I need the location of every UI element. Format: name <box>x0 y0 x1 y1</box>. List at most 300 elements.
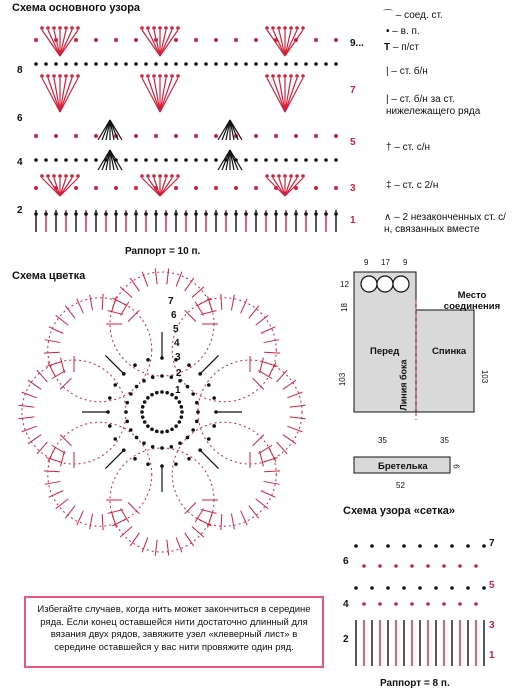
petal-stitch <box>45 481 61 484</box>
spoke-stitch <box>200 450 218 468</box>
chain-dot <box>160 390 164 394</box>
chain-dot <box>160 446 164 450</box>
legend-text-0: – соед. ст. <box>395 10 443 21</box>
chain-dot <box>170 428 174 432</box>
chain-dot <box>141 415 145 419</box>
chain-dot <box>234 62 238 66</box>
chain-dot <box>94 186 98 190</box>
petal-stitch <box>221 514 222 530</box>
chain-dot <box>214 134 218 138</box>
fan-stitch <box>148 30 160 56</box>
chain-dot <box>283 74 287 78</box>
chain-dot <box>129 428 133 432</box>
chain-dot <box>410 564 414 568</box>
chain-dot <box>141 405 145 409</box>
petal-stitch <box>241 511 248 526</box>
main-row-num-4: 4 <box>17 157 23 168</box>
pattern-height-right: 103 <box>480 369 490 384</box>
chain-dot <box>418 586 422 590</box>
chain-dot <box>289 26 293 30</box>
legend-text-1: – в. п. <box>392 26 420 37</box>
chain-dot <box>114 62 118 66</box>
fan-stitch <box>160 178 172 196</box>
petal-stitch <box>45 340 61 343</box>
chain-dot <box>277 74 281 78</box>
chain-dot <box>104 212 108 216</box>
chain-dot <box>314 212 318 216</box>
chain-dot <box>264 212 268 216</box>
petal-outline <box>110 272 214 376</box>
petal-stitch <box>264 481 280 484</box>
legend-symbol-4: | <box>386 94 389 105</box>
chain-dot <box>164 158 168 162</box>
chain-dot <box>474 564 478 568</box>
legend-item-3 <box>386 66 428 78</box>
chain-dot <box>265 174 269 178</box>
petal-stitch <box>277 370 288 382</box>
petal-stitch <box>264 352 280 353</box>
chain-dot <box>140 410 144 414</box>
strap-width: 52 <box>396 481 405 490</box>
petal-stitch <box>120 527 132 538</box>
main-row-num-7: 7 <box>350 85 356 96</box>
chain-dot <box>54 212 58 216</box>
chain-dot <box>394 564 398 568</box>
chain-dot <box>426 602 430 606</box>
chain-dot <box>176 74 180 78</box>
pattern-dim-left-2: 18 <box>339 303 349 312</box>
chain-dot <box>158 74 162 78</box>
chain-dot <box>244 212 248 216</box>
chain-dot <box>274 134 278 138</box>
flower-motif <box>377 276 393 292</box>
petal-stitch <box>108 311 124 315</box>
chain-dot <box>46 74 50 78</box>
chain-dot <box>52 74 56 78</box>
chain-dot <box>143 400 147 404</box>
chain-dot <box>196 410 200 414</box>
petal-stitch <box>18 405 34 407</box>
chain-dot <box>134 38 138 42</box>
chain-dot <box>54 158 58 162</box>
petal-stitch <box>167 268 169 284</box>
legend-text-2: – п/ст <box>392 42 420 53</box>
chain-dot <box>274 62 278 66</box>
chain-dot <box>164 212 168 216</box>
petal-stitch <box>108 510 124 514</box>
petal-stitch <box>241 299 248 314</box>
chain-dot <box>174 38 178 42</box>
chain-dot <box>64 26 68 30</box>
petal-stitch <box>261 491 276 498</box>
chain-dot <box>362 602 366 606</box>
chain-dot <box>334 186 338 190</box>
chain-dot <box>324 212 328 216</box>
chain-dot <box>204 158 208 162</box>
chain-dot <box>271 174 275 178</box>
back-panel <box>416 310 474 412</box>
chain-dot <box>295 174 299 178</box>
pattern-dim-top-1: 9 <box>364 258 369 267</box>
chain-dot <box>76 74 80 78</box>
main-row-num-9: 9... <box>350 38 364 49</box>
legend-symbol-5: † <box>386 142 392 153</box>
chain-dot <box>178 441 182 445</box>
legend-symbol-7: ∧ <box>384 212 392 223</box>
petal-outline <box>22 360 126 464</box>
chain-dot <box>194 158 198 162</box>
legend-item-0 <box>383 10 443 22</box>
chain-dot <box>254 158 258 162</box>
legend-symbol-0: ⌒ <box>383 10 393 21</box>
chain-dot <box>334 134 338 138</box>
chain-dot <box>224 212 228 216</box>
chain-dot <box>194 186 198 190</box>
chain-dot <box>354 544 358 548</box>
chain-dot <box>76 26 80 30</box>
chain-dot <box>140 174 144 178</box>
petal-stitch <box>201 510 217 514</box>
chain-dot <box>370 586 374 590</box>
fan-stitch <box>285 30 297 56</box>
chain-dot <box>134 212 138 216</box>
petal-stitch <box>77 511 84 526</box>
chain-dot <box>64 74 68 78</box>
petal-stitch <box>22 426 37 432</box>
chain-dot <box>214 212 218 216</box>
fan-stitch <box>148 178 160 196</box>
petal-stitch <box>128 310 139 321</box>
chain-dot <box>58 174 62 178</box>
join-place-label: Место соединения <box>443 290 501 312</box>
chain-dot <box>295 74 299 78</box>
chain-dot <box>265 26 269 30</box>
flower-row-num-1: 1 <box>175 385 181 396</box>
chain-dot <box>174 424 178 428</box>
chain-dot <box>151 375 155 379</box>
chain-dot <box>234 212 238 216</box>
chain-dot <box>84 62 88 66</box>
flower-row-num-5: 5 <box>173 324 179 335</box>
pattern-dim-left-1: 12 <box>340 280 349 289</box>
mesh-row-num-1: 1 <box>489 650 495 661</box>
chain-dot <box>74 38 78 42</box>
chain-dot <box>314 158 318 162</box>
chain-dot <box>174 134 178 138</box>
legend-symbol-3: | <box>386 66 389 77</box>
petal-stitch <box>102 294 103 310</box>
chain-dot <box>54 62 58 66</box>
chain-dot <box>180 415 184 419</box>
side-line-label: Линия бока <box>398 359 409 411</box>
chain-dot <box>114 186 118 190</box>
chain-dot <box>386 544 390 548</box>
chain-dot <box>70 26 74 30</box>
chain-dot <box>94 38 98 42</box>
chain-dot <box>176 174 180 178</box>
chain-dot <box>146 26 150 30</box>
petal-stitch <box>120 287 132 298</box>
mesh-row-num-6: 6 <box>343 556 349 567</box>
petal-stitch <box>261 327 276 334</box>
legend-symbol-2: T <box>384 42 391 53</box>
chain-dot <box>277 26 281 30</box>
chain-dot <box>34 158 38 162</box>
legend-item-4 <box>386 94 516 118</box>
chain-dot <box>170 174 174 178</box>
chain-dot <box>283 26 287 30</box>
petal-stitch <box>61 451 65 467</box>
petal-stitch <box>277 442 288 454</box>
chain-dot <box>114 38 118 42</box>
petal-outline <box>198 360 302 464</box>
chain-dot <box>434 544 438 548</box>
chain-dot <box>207 437 211 441</box>
chain-dot <box>150 393 154 397</box>
fan-stitch <box>160 78 172 112</box>
chain-dot <box>212 396 216 400</box>
chain-dot <box>164 62 168 66</box>
petal-stitch <box>65 306 75 319</box>
petal-stitch <box>253 435 264 446</box>
chain-dot <box>174 186 178 190</box>
chain-dot <box>301 74 305 78</box>
petal-stitch <box>192 287 204 298</box>
fan-stitch <box>273 30 285 56</box>
petal-stitch <box>44 352 60 353</box>
chain-dot <box>40 174 44 178</box>
chain-dot <box>164 26 168 30</box>
chain-dot <box>174 212 178 216</box>
chain-dot <box>152 74 156 78</box>
fan-stitch <box>48 178 60 196</box>
chain-dot <box>158 26 162 30</box>
chain-dot <box>134 158 138 162</box>
petal-stitch <box>253 378 264 389</box>
chain-dot <box>52 174 56 178</box>
chain-dot <box>164 174 168 178</box>
chain-dot <box>314 134 318 138</box>
petal-stitch <box>128 503 139 514</box>
chain-dot <box>146 174 150 178</box>
mesh-scheme-title: Схема узора «сетка» <box>343 505 456 517</box>
petal-stitch <box>28 435 41 444</box>
chain-dot <box>184 158 188 162</box>
chain-dot <box>334 212 338 216</box>
chain-dot <box>194 134 198 138</box>
petal-stitch <box>201 311 217 315</box>
chain-dot <box>108 424 112 428</box>
chain-dot <box>165 430 169 434</box>
chain-dot <box>324 62 328 66</box>
chain-dot <box>394 602 398 606</box>
petal-stitch <box>44 471 60 472</box>
chain-dot <box>74 62 78 66</box>
chain-dot <box>165 391 169 395</box>
chain-dot <box>134 186 138 190</box>
petal-stitch <box>61 358 65 374</box>
petal-stitch <box>256 315 269 325</box>
chain-dot <box>289 74 293 78</box>
petal-stitch <box>56 315 69 325</box>
legend-item-7 <box>384 212 514 236</box>
chain-dot <box>180 410 184 414</box>
chain-dot <box>450 544 454 548</box>
petal-stitch <box>60 378 71 389</box>
fan-stitch <box>160 30 172 56</box>
mesh-row-num-3: 3 <box>489 620 495 631</box>
chain-dot <box>284 158 288 162</box>
chain-dot <box>34 38 38 42</box>
chain-dot <box>113 437 117 441</box>
chain-dot <box>94 212 98 216</box>
petal-stitch <box>90 514 93 530</box>
chain-dot <box>334 38 338 42</box>
chain-dot <box>324 158 328 162</box>
main-row-num-5: 5 <box>350 137 356 148</box>
chain-dot <box>212 424 216 428</box>
petal-stitch <box>37 370 48 382</box>
chain-dot <box>146 424 150 428</box>
tip-text: Избегайте случаев, когда нить может закончиться в середине ряда. Если конец оставшейся нити достаточно длинный для вязания двух рядов, завяжите узел «клеверный лист» в середине оставшейся у вас нити провяжите один ряд. <box>37 604 311 653</box>
chain-dot <box>104 62 108 66</box>
petal-stitch <box>176 272 182 287</box>
chain-dot <box>378 602 382 606</box>
back-label: Спинка <box>432 346 467 357</box>
chain-dot <box>46 26 50 30</box>
chain-dot <box>144 62 148 66</box>
chain-dot <box>94 134 98 138</box>
petal-stitch <box>155 540 157 556</box>
legend-item-5 <box>386 142 430 154</box>
chain-dot <box>174 462 178 466</box>
chain-dot <box>54 134 58 138</box>
chain-dot <box>314 186 318 190</box>
petal-stitch <box>221 294 222 310</box>
chain-dot <box>146 396 150 400</box>
chain-dot <box>186 385 190 389</box>
chain-dot <box>64 158 68 162</box>
legend-symbol-6: ‡ <box>386 180 392 191</box>
chain-dot <box>158 174 162 178</box>
chain-dot <box>178 400 182 404</box>
chain-dot <box>271 74 275 78</box>
chain-dot <box>354 586 358 590</box>
legend-text-3: – ст. б/н <box>391 66 428 77</box>
chain-dot <box>70 174 74 178</box>
chain-dot <box>254 38 258 42</box>
main-row-num-2: 2 <box>17 205 23 216</box>
petal-stitch <box>18 417 34 419</box>
chain-dot <box>40 74 44 78</box>
chain-dot <box>294 158 298 162</box>
chain-dot <box>178 379 182 383</box>
chain-dot <box>133 363 137 367</box>
chain-dot <box>334 158 338 162</box>
pattern-bottom-right: 35 <box>440 436 449 445</box>
chain-dot <box>134 134 138 138</box>
chain-dot <box>140 26 144 30</box>
chain-dot <box>170 445 174 449</box>
chain-dot <box>214 38 218 42</box>
chain-dot <box>204 62 208 66</box>
chain-dot <box>40 26 44 30</box>
chain-dot <box>74 134 78 138</box>
fan-stitch <box>60 78 72 112</box>
legend-text-6: – ст. с 2/н <box>394 180 439 191</box>
chain-dot <box>386 586 390 590</box>
mesh-row-num-2: 2 <box>343 634 349 645</box>
main-scheme-title: Схема основного узора <box>12 2 141 14</box>
chain-dot <box>144 158 148 162</box>
chain-dot <box>64 212 68 216</box>
chain-dot <box>174 158 178 162</box>
chain-dot <box>254 62 258 66</box>
chain-dot <box>184 62 188 66</box>
chain-dot <box>194 62 198 66</box>
chain-dot <box>294 212 298 216</box>
chain-dot <box>289 174 293 178</box>
chain-dot <box>124 212 128 216</box>
fan-stitch <box>285 78 297 112</box>
chain-dot <box>154 158 158 162</box>
chain-dot <box>294 62 298 66</box>
petal-stitch <box>290 405 306 407</box>
chain-dot <box>301 174 305 178</box>
chain-dot <box>254 212 258 216</box>
chain-dot <box>113 383 117 387</box>
chain-dot <box>58 74 62 78</box>
chain-dot <box>74 186 78 190</box>
chain-dot <box>474 602 478 606</box>
spoke-stitch <box>105 450 123 468</box>
main-row-num-3: 3 <box>350 183 356 194</box>
flower-motif <box>393 276 409 292</box>
chain-dot <box>146 74 150 78</box>
chain-dot <box>94 158 98 162</box>
spoke-stitch <box>200 355 218 373</box>
pattern-bottom-left: 35 <box>378 436 387 445</box>
chain-dot <box>378 564 382 568</box>
mesh-row-num-4: 4 <box>343 599 349 610</box>
chain-dot <box>187 457 191 461</box>
chain-dot <box>195 401 199 405</box>
chain-dot <box>154 212 158 216</box>
chain-dot <box>74 212 78 216</box>
chain-dot <box>170 26 174 30</box>
chain-dot <box>114 212 118 216</box>
fan-stitch <box>60 30 72 56</box>
chain-dot <box>52 26 56 30</box>
petal-stitch <box>155 268 157 284</box>
chain-dot <box>124 410 128 414</box>
legend-symbol-1: • <box>386 26 390 37</box>
legend-item-1 <box>386 26 420 38</box>
pattern-dim-top-2: 17 <box>381 258 390 267</box>
chain-dot <box>178 420 182 424</box>
chain-dot <box>180 405 184 409</box>
chain-dot <box>152 26 156 30</box>
chain-dot <box>44 158 48 162</box>
chain-dot <box>254 186 258 190</box>
chain-dot <box>187 363 191 367</box>
chain-dot <box>244 158 248 162</box>
chain-dot <box>191 428 195 432</box>
petal-stitch <box>249 506 259 519</box>
chain-dot <box>214 158 218 162</box>
petal-stitch <box>90 295 93 311</box>
chain-dot <box>207 383 211 387</box>
